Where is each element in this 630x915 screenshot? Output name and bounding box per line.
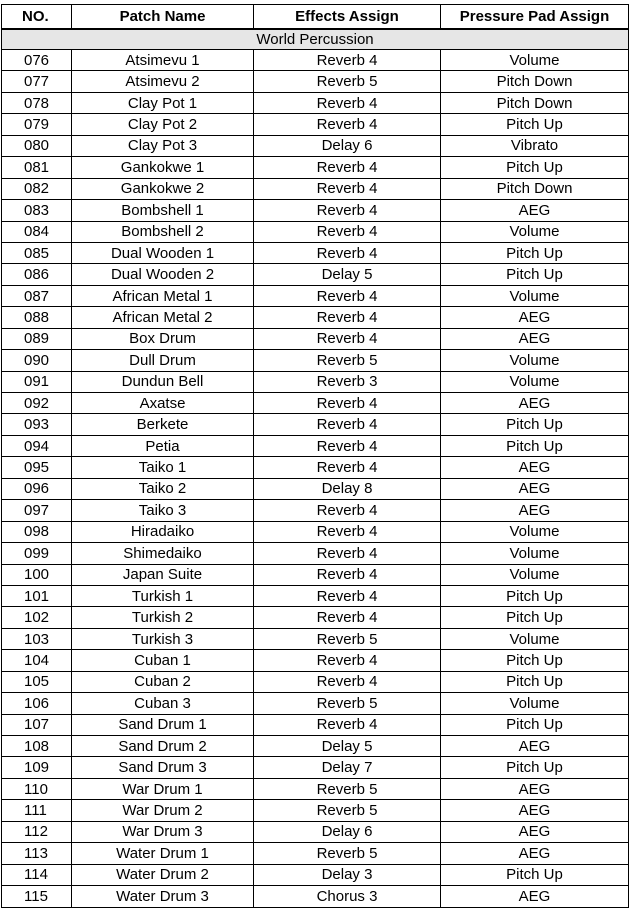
table-row — [2, 178, 629, 199]
table-row — [2, 886, 629, 907]
cell-no: 103 — [2, 628, 72, 649]
table-row — [2, 350, 629, 371]
cell-effects-assign: Reverb 4 — [254, 114, 441, 135]
cell-pressure-pad-assign: AEG — [441, 821, 629, 842]
cell-patch-name: Cuban 2 — [72, 671, 254, 692]
cell-pressure-pad-assign: Volume — [441, 543, 629, 564]
table-header — [2, 5, 629, 29]
cell-effects-assign: Reverb 4 — [254, 414, 441, 435]
table-row — [2, 114, 629, 135]
cell-pressure-pad-assign: AEG — [441, 500, 629, 521]
cell-pressure-pad-assign: Pitch Up — [441, 650, 629, 671]
cell-pressure-pad-assign: AEG — [441, 778, 629, 799]
cell-effects-assign: Reverb 4 — [254, 435, 441, 456]
table-row — [2, 821, 629, 842]
cell-effects-assign: Reverb 5 — [254, 628, 441, 649]
cell-patch-name: Cuban 3 — [72, 693, 254, 714]
cell-patch-name: Atsimevu 2 — [72, 71, 254, 92]
cell-no: 105 — [2, 671, 72, 692]
cell-patch-name: Sand Drum 1 — [72, 714, 254, 735]
table-row — [2, 543, 629, 564]
cell-patch-name: Turkish 1 — [72, 585, 254, 606]
cell-no: 095 — [2, 457, 72, 478]
cell-patch-name: African Metal 2 — [72, 307, 254, 328]
table-row — [2, 157, 629, 178]
cell-pressure-pad-assign: Pitch Up — [441, 607, 629, 628]
cell-no: 104 — [2, 650, 72, 671]
cell-no: 082 — [2, 178, 72, 199]
cell-patch-name: Bombshell 2 — [72, 221, 254, 242]
table-row — [2, 264, 629, 285]
cell-no: 101 — [2, 585, 72, 606]
cell-patch-name: Dual Wooden 2 — [72, 264, 254, 285]
cell-effects-assign: Delay 5 — [254, 736, 441, 757]
cell-no: 080 — [2, 135, 72, 156]
cell-pressure-pad-assign: Pitch Down — [441, 71, 629, 92]
table-row — [2, 285, 629, 306]
cell-pressure-pad-assign: Volume — [441, 693, 629, 714]
cell-patch-name: Clay Pot 2 — [72, 114, 254, 135]
cell-patch-name: Sand Drum 3 — [72, 757, 254, 778]
cell-no: 097 — [2, 500, 72, 521]
cell-no: 079 — [2, 114, 72, 135]
cell-no: 108 — [2, 736, 72, 757]
table-row — [2, 457, 629, 478]
cell-pressure-pad-assign: Pitch Up — [441, 414, 629, 435]
cell-pressure-pad-assign: AEG — [441, 843, 629, 864]
table-row — [2, 628, 629, 649]
cell-effects-assign: Reverb 4 — [254, 285, 441, 306]
cell-effects-assign: Reverb 4 — [254, 178, 441, 199]
cell-effects-assign: Reverb 4 — [254, 157, 441, 178]
cell-effects-assign: Delay 5 — [254, 264, 441, 285]
cell-effects-assign: Reverb 4 — [254, 500, 441, 521]
cell-no: 114 — [2, 864, 72, 885]
cell-no: 102 — [2, 607, 72, 628]
table-row — [2, 736, 629, 757]
cell-no: 088 — [2, 307, 72, 328]
cell-no: 098 — [2, 521, 72, 542]
cell-effects-assign: Reverb 3 — [254, 371, 441, 392]
cell-patch-name: Water Drum 2 — [72, 864, 254, 885]
cell-pressure-pad-assign: Volume — [441, 285, 629, 306]
cell-effects-assign: Reverb 4 — [254, 585, 441, 606]
cell-patch-name: Japan Suite — [72, 564, 254, 585]
cell-patch-name: War Drum 1 — [72, 778, 254, 799]
cell-effects-assign: Reverb 4 — [254, 328, 441, 349]
cell-patch-name: War Drum 3 — [72, 821, 254, 842]
cell-patch-name: Atsimevu 1 — [72, 50, 254, 71]
cell-no: 110 — [2, 778, 72, 799]
cell-no: 083 — [2, 200, 72, 221]
cell-patch-name: Berkete — [72, 414, 254, 435]
cell-pressure-pad-assign: Volume — [441, 350, 629, 371]
cell-pressure-pad-assign: Pitch Up — [441, 714, 629, 735]
cell-effects-assign: Reverb 5 — [254, 350, 441, 371]
cell-effects-assign: Reverb 4 — [254, 714, 441, 735]
cell-pressure-pad-assign: Volume — [441, 521, 629, 542]
cell-patch-name: Turkish 2 — [72, 607, 254, 628]
cell-pressure-pad-assign: Pitch Up — [441, 114, 629, 135]
table-row — [2, 843, 629, 864]
cell-effects-assign: Reverb 4 — [254, 200, 441, 221]
cell-effects-assign: Reverb 4 — [254, 650, 441, 671]
cell-no: 089 — [2, 328, 72, 349]
cell-pressure-pad-assign: AEG — [441, 478, 629, 499]
cell-patch-name: Sand Drum 2 — [72, 736, 254, 757]
cell-pressure-pad-assign: AEG — [441, 800, 629, 821]
cell-patch-name: Axatse — [72, 393, 254, 414]
table-row — [2, 671, 629, 692]
cell-patch-name: Gankokwe 1 — [72, 157, 254, 178]
cell-pressure-pad-assign: Vibrato — [441, 135, 629, 156]
cell-patch-name: Taiko 3 — [72, 500, 254, 521]
header-row — [2, 5, 629, 29]
cell-pressure-pad-assign: Pitch Up — [441, 671, 629, 692]
category-row — [2, 29, 629, 50]
table-row — [2, 800, 629, 821]
table-row — [2, 221, 629, 242]
cell-effects-assign: Reverb 4 — [254, 564, 441, 585]
cell-no: 109 — [2, 757, 72, 778]
header-patch-name: Patch Name — [72, 5, 254, 29]
cell-effects-assign: Reverb 4 — [254, 242, 441, 263]
cell-pressure-pad-assign: AEG — [441, 393, 629, 414]
cell-no: 106 — [2, 693, 72, 714]
cell-effects-assign: Reverb 4 — [254, 521, 441, 542]
table-row — [2, 92, 629, 113]
table-row — [2, 135, 629, 156]
cell-patch-name: Clay Pot 3 — [72, 135, 254, 156]
cell-no: 077 — [2, 71, 72, 92]
cell-no: 099 — [2, 543, 72, 564]
cell-effects-assign: Reverb 5 — [254, 778, 441, 799]
cell-patch-name: Turkish 3 — [72, 628, 254, 649]
cell-pressure-pad-assign: Pitch Up — [441, 264, 629, 285]
cell-patch-name: Clay Pot 1 — [72, 92, 254, 113]
cell-no: 092 — [2, 393, 72, 414]
table-row — [2, 328, 629, 349]
cell-pressure-pad-assign: Volume — [441, 564, 629, 585]
cell-effects-assign: Delay 6 — [254, 821, 441, 842]
cell-effects-assign: Reverb 5 — [254, 71, 441, 92]
cell-patch-name: Water Drum 3 — [72, 886, 254, 907]
cell-no: 111 — [2, 800, 72, 821]
cell-no: 086 — [2, 264, 72, 285]
table-row — [2, 50, 629, 71]
cell-patch-name: Cuban 1 — [72, 650, 254, 671]
table-row — [2, 200, 629, 221]
cell-pressure-pad-assign: Pitch Down — [441, 178, 629, 199]
cell-pressure-pad-assign: Volume — [441, 628, 629, 649]
cell-patch-name: Water Drum 1 — [72, 843, 254, 864]
table-row — [2, 650, 629, 671]
cell-effects-assign: Reverb 4 — [254, 50, 441, 71]
table-row — [2, 393, 629, 414]
cell-patch-name: Gankokwe 2 — [72, 178, 254, 199]
header-pressure-pad-assign: Pressure Pad Assign — [441, 5, 629, 29]
cell-no: 113 — [2, 843, 72, 864]
cell-effects-assign: Reverb 5 — [254, 843, 441, 864]
cell-pressure-pad-assign: AEG — [441, 457, 629, 478]
cell-effects-assign: Delay 7 — [254, 757, 441, 778]
cell-patch-name: African Metal 1 — [72, 285, 254, 306]
table-row — [2, 307, 629, 328]
cell-effects-assign: Reverb 4 — [254, 671, 441, 692]
table-row — [2, 371, 629, 392]
cell-effects-assign: Delay 6 — [254, 135, 441, 156]
cell-patch-name: Box Drum — [72, 328, 254, 349]
cell-patch-name: War Drum 2 — [72, 800, 254, 821]
cell-pressure-pad-assign: Pitch Down — [441, 92, 629, 113]
header-effects-assign: Effects Assign — [254, 5, 441, 29]
table-row — [2, 521, 629, 542]
table-row — [2, 714, 629, 735]
table-row — [2, 435, 629, 456]
table-row — [2, 242, 629, 263]
cell-pressure-pad-assign: AEG — [441, 736, 629, 757]
cell-patch-name: Bombshell 1 — [72, 200, 254, 221]
patch-table — [1, 4, 629, 908]
table-row — [2, 864, 629, 885]
table-row — [2, 564, 629, 585]
cell-no: 091 — [2, 371, 72, 392]
cell-pressure-pad-assign: Pitch Up — [441, 435, 629, 456]
cell-pressure-pad-assign: AEG — [441, 328, 629, 349]
cell-effects-assign: Reverb 4 — [254, 607, 441, 628]
cell-effects-assign: Reverb 5 — [254, 800, 441, 821]
cell-no: 115 — [2, 886, 72, 907]
table-row — [2, 414, 629, 435]
cell-patch-name: Taiko 1 — [72, 457, 254, 478]
cell-patch-name: Dual Wooden 1 — [72, 242, 254, 263]
cell-no: 087 — [2, 285, 72, 306]
table-row — [2, 71, 629, 92]
cell-effects-assign: Reverb 5 — [254, 693, 441, 714]
cell-no: 085 — [2, 242, 72, 263]
table-row — [2, 607, 629, 628]
category-label: World Percussion — [2, 29, 629, 50]
header-no: NO. — [2, 5, 72, 29]
cell-pressure-pad-assign: AEG — [441, 200, 629, 221]
cell-effects-assign: Delay 8 — [254, 478, 441, 499]
cell-pressure-pad-assign: Volume — [441, 50, 629, 71]
cell-no: 078 — [2, 92, 72, 113]
cell-no: 090 — [2, 350, 72, 371]
cell-effects-assign: Reverb 4 — [254, 393, 441, 414]
cell-pressure-pad-assign: AEG — [441, 307, 629, 328]
cell-no: 100 — [2, 564, 72, 585]
table-row — [2, 778, 629, 799]
cell-effects-assign: Delay 3 — [254, 864, 441, 885]
cell-no: 096 — [2, 478, 72, 499]
cell-effects-assign: Reverb 4 — [254, 221, 441, 242]
table-row — [2, 500, 629, 521]
cell-patch-name: Dundun Bell — [72, 371, 254, 392]
cell-effects-assign: Reverb 4 — [254, 92, 441, 113]
cell-no: 112 — [2, 821, 72, 842]
cell-pressure-pad-assign: Pitch Up — [441, 157, 629, 178]
cell-pressure-pad-assign: AEG — [441, 886, 629, 907]
cell-effects-assign: Reverb 4 — [254, 543, 441, 564]
cell-effects-assign: Chorus 3 — [254, 886, 441, 907]
cell-no: 094 — [2, 435, 72, 456]
cell-no: 093 — [2, 414, 72, 435]
cell-effects-assign: Reverb 4 — [254, 457, 441, 478]
cell-pressure-pad-assign: Pitch Up — [441, 242, 629, 263]
cell-patch-name: Dull Drum — [72, 350, 254, 371]
table-row — [2, 585, 629, 606]
cell-patch-name: Taiko 2 — [72, 478, 254, 499]
cell-no: 107 — [2, 714, 72, 735]
table-row — [2, 693, 629, 714]
table-body — [2, 29, 629, 908]
cell-no: 084 — [2, 221, 72, 242]
cell-pressure-pad-assign: Volume — [441, 371, 629, 392]
cell-patch-name: Petia — [72, 435, 254, 456]
cell-no: 076 — [2, 50, 72, 71]
cell-patch-name: Shimedaiko — [72, 543, 254, 564]
cell-patch-name: Hiradaiko — [72, 521, 254, 542]
cell-pressure-pad-assign: Pitch Up — [441, 585, 629, 606]
cell-effects-assign: Reverb 4 — [254, 307, 441, 328]
cell-pressure-pad-assign: Pitch Up — [441, 864, 629, 885]
table-row — [2, 757, 629, 778]
table-row — [2, 478, 629, 499]
cell-pressure-pad-assign: Pitch Up — [441, 757, 629, 778]
cell-no: 081 — [2, 157, 72, 178]
cell-pressure-pad-assign: Volume — [441, 221, 629, 242]
